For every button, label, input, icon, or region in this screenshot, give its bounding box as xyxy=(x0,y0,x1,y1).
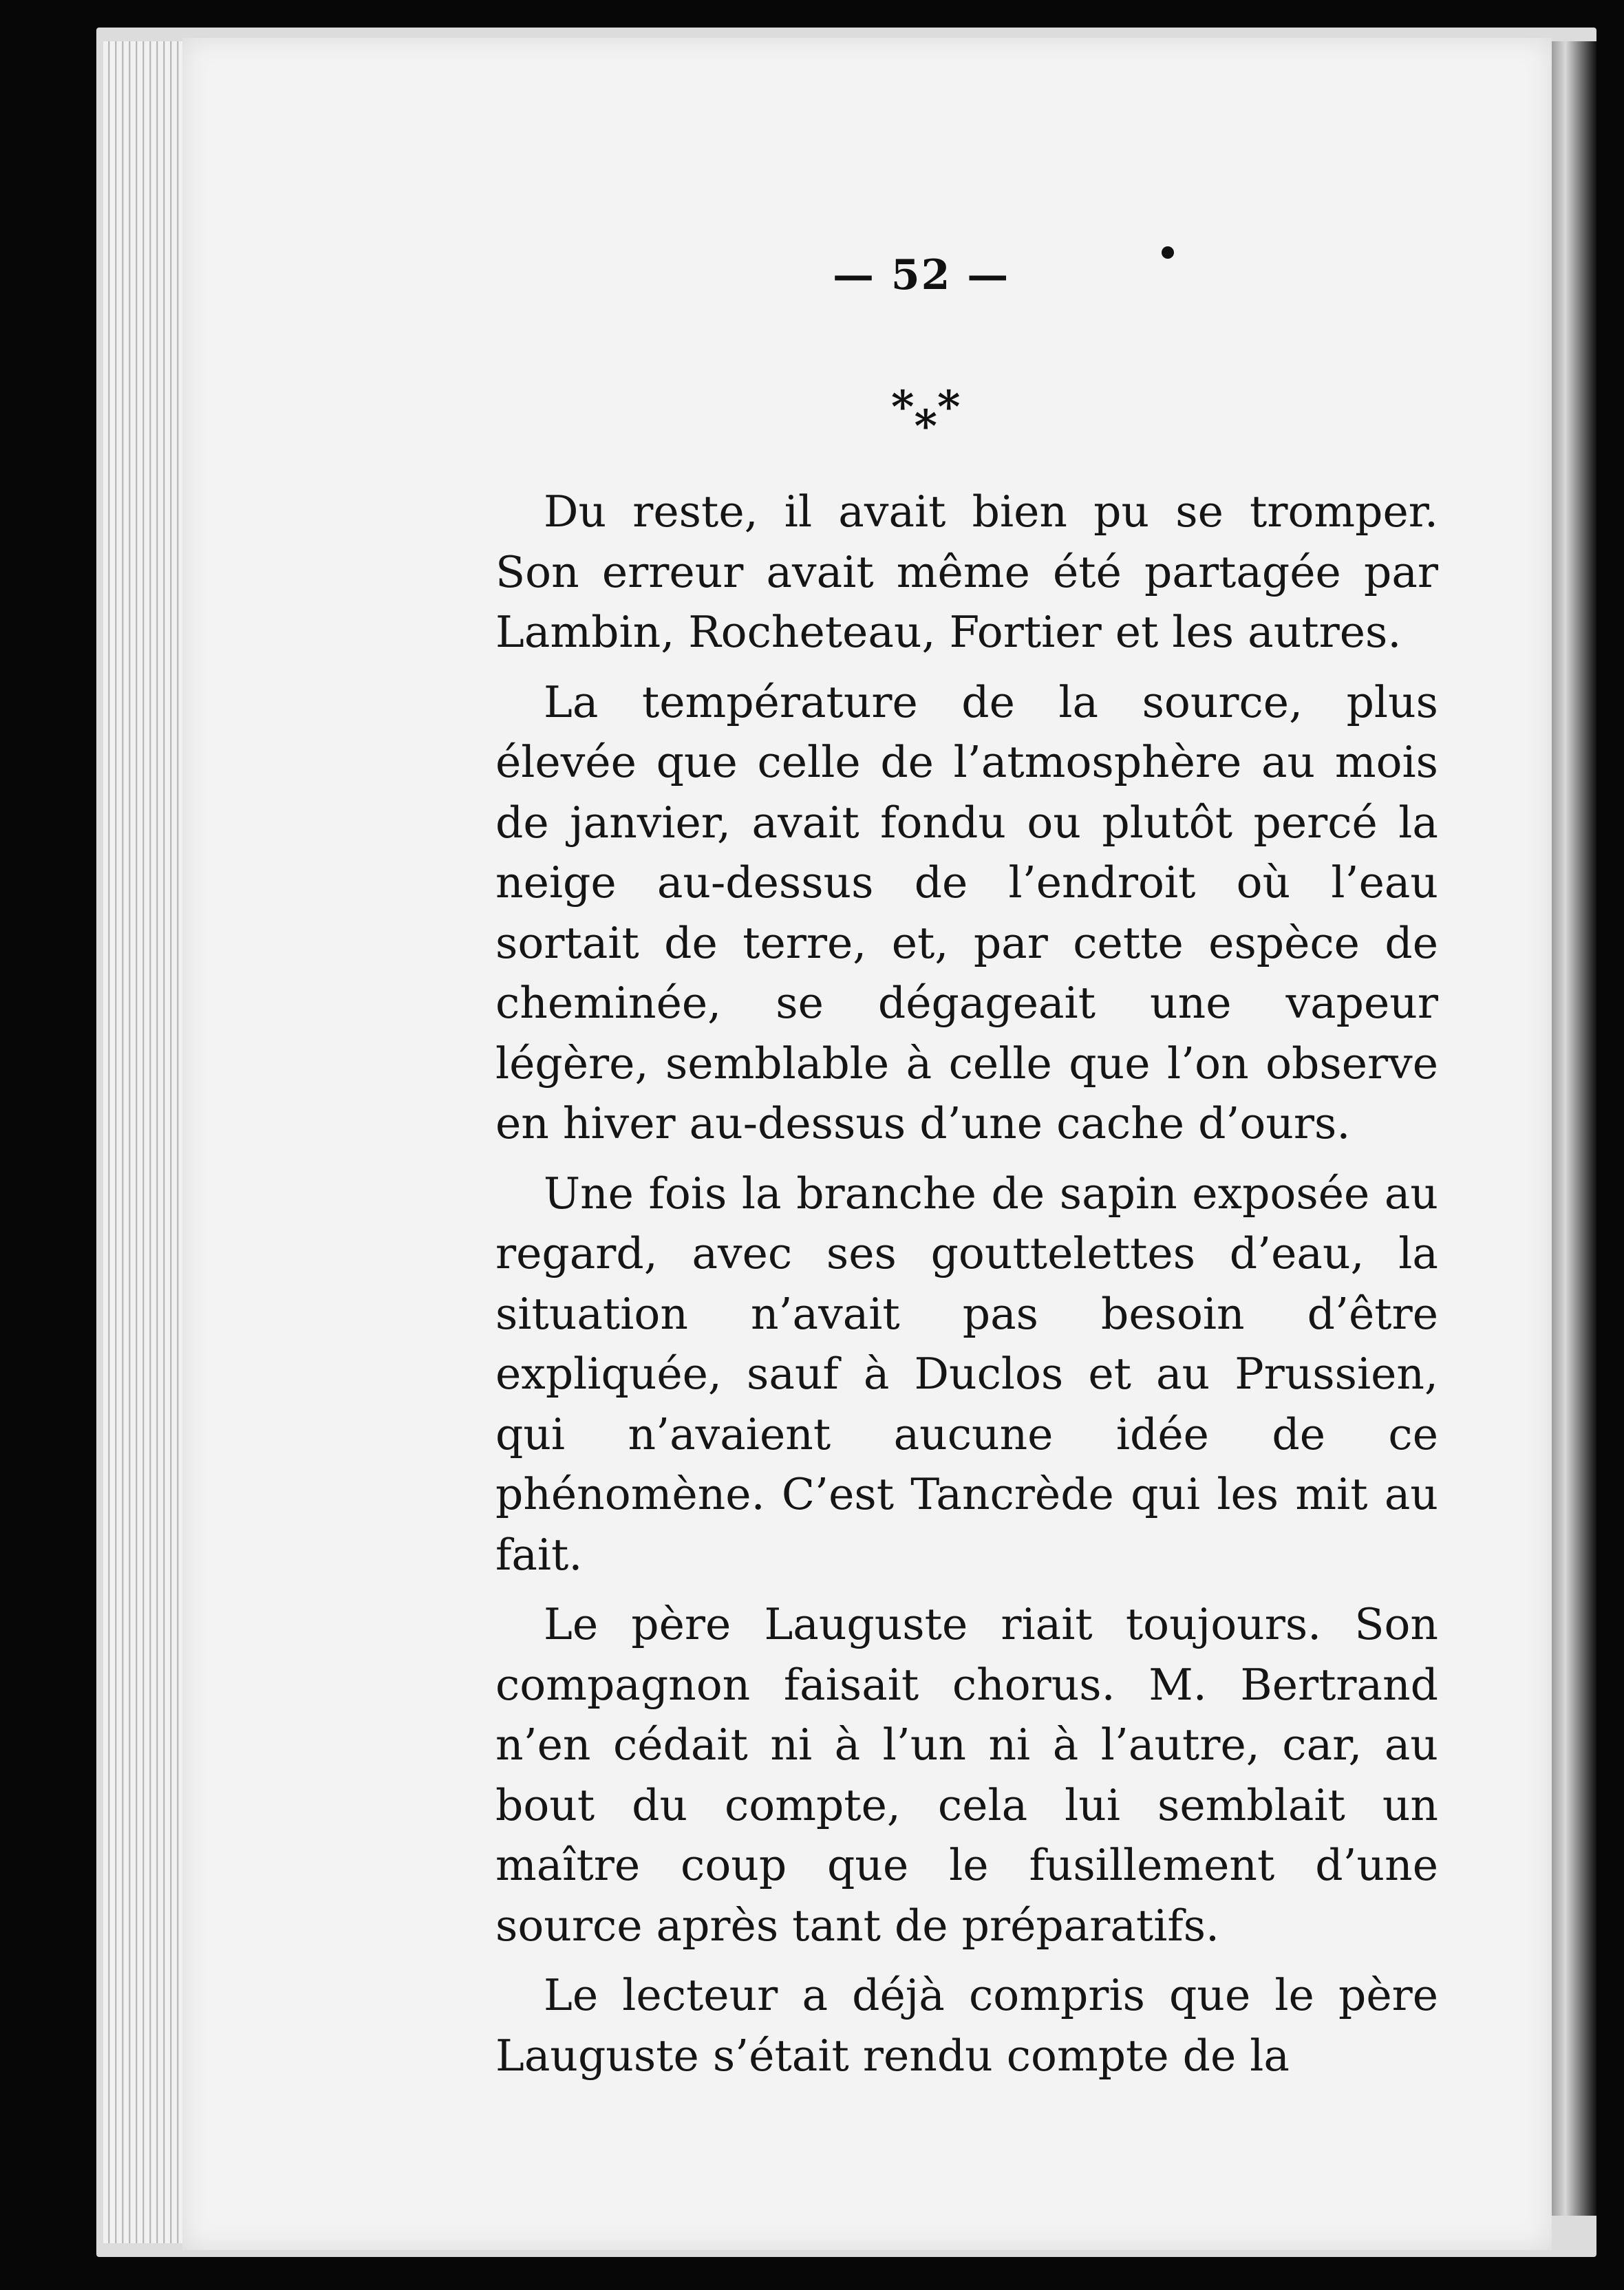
section-ornament xyxy=(891,381,961,452)
page-edges xyxy=(103,41,193,2243)
page-number: — 52 — xyxy=(833,251,1010,299)
paragraph: Le père Lauguste riait toujours. Son compagnon faisait chorus. M. Bertrand n’en cédait ni à l’un ni à l’autre, car, au bout du compte, cela lui semblait un maître coup que le fusillement d’une source après tant de préparatifs. xyxy=(495,1599,1438,1951)
ornament-star: * xyxy=(891,381,915,433)
ink-speck xyxy=(1162,246,1174,259)
ornament-star: * xyxy=(914,400,937,452)
paragraph: Le lecteur a déjà compris que le père Lauguste s’était rendu compte de la xyxy=(495,1970,1438,2081)
body-text xyxy=(495,482,1438,2095)
paragraph: Une fois la branche de sapin exposée au regard, avec ses gouttelettes d’eau, la situation n’avait pas besoin d’être expliquée, sauf à Duclos et au Prussien, qui n’avaient aucune idée de ce phénomène. C’est Tancrède qui les mit au fait. xyxy=(495,1168,1438,1580)
ornament-star: * xyxy=(937,381,961,433)
paragraph: Du reste, il avait bien pu se tromper. Son erreur avait même été partagée par Lambin, Rocheteau, Fortier et les autres. xyxy=(495,486,1438,657)
paragraph: La température de la source, plus élevée que celle de l’atmosphère au mois de janvier, avait fondu ou plutôt percé la neige au-dessus de l’endroit où l’eau sortait de terre, et, par cette espèce de cheminée, se dégageait une vapeur légère, semblable à celle que l’on observe en hiver au-dessus d’une cache d’ours. xyxy=(495,676,1438,1148)
